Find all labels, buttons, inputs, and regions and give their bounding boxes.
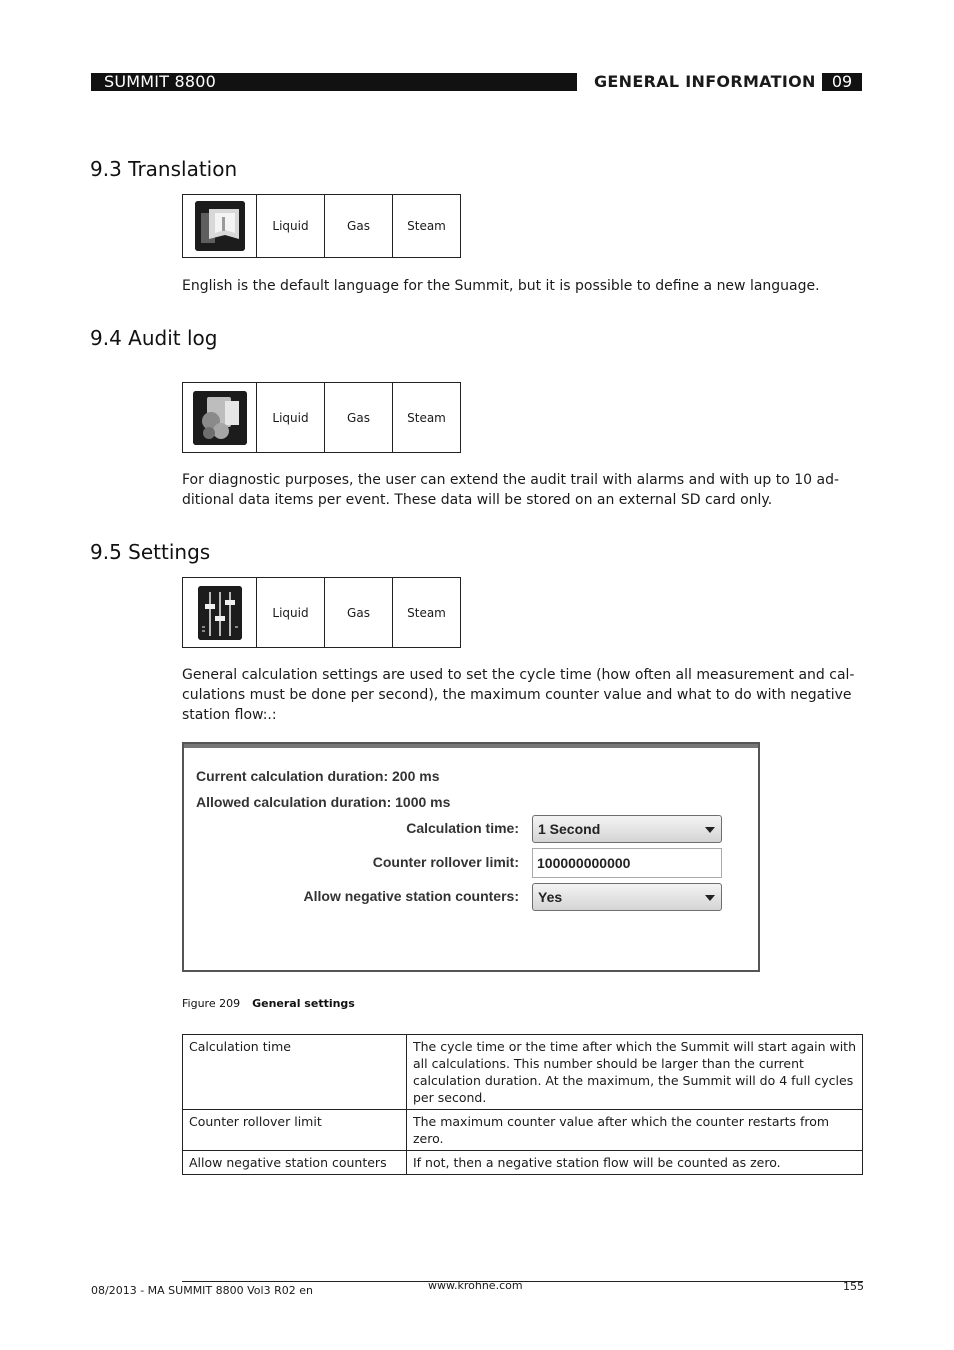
- table-value: The cycle time or the time after which the Summit will start again with all calculations. This number should be larger than the current calculation duration. At the maximum, the Summit will do 4 full cycles per second.: [407, 1035, 863, 1110]
- audit-log-description: For diagnostic purposes, the user can extend the audit trail with alarms and with up to 10 ad- ditional data items per event. These data will be stored on an external SD card only.: [182, 472, 840, 508]
- applicability-table-audit-log: [182, 382, 461, 453]
- column-gas: Gas: [325, 383, 393, 453]
- translation-icon: [195, 201, 245, 251]
- translation-description: English is the default language for the Summit, but it is possible to define a new language.: [182, 278, 820, 294]
- column-liquid: Liquid: [257, 383, 325, 453]
- column-gas: Gas: [325, 578, 393, 648]
- allow-negative-label: Allow negative station counters:: [303, 888, 519, 904]
- section-title: GENERAL INFORMATION: [594, 72, 816, 91]
- applicability-table-settings: [182, 577, 461, 648]
- calculation-time-label: Calculation time:: [406, 820, 519, 836]
- audit-log-icon: [193, 391, 247, 445]
- column-steam: Steam: [393, 578, 461, 648]
- product-title: SUMMIT 8800: [104, 72, 216, 91]
- column-liquid: Liquid: [257, 578, 325, 648]
- table-row: [183, 1151, 863, 1175]
- table-value: The maximum counter value after which the counter restarts from zero.: [407, 1110, 863, 1151]
- heading-settings: 9.5 Settings: [90, 540, 211, 564]
- figure-title: General settings: [252, 997, 355, 1010]
- allowed-duration-text: Allowed calculation duration: 1000 ms: [196, 794, 451, 810]
- applicability-table-translation: [182, 194, 461, 258]
- table-row: [183, 1110, 863, 1151]
- figure-caption: [182, 996, 355, 1012]
- dropdown-arrow-icon: [705, 895, 715, 901]
- footer-website: www.krohne.com: [428, 1279, 523, 1292]
- figure-top-border: [184, 744, 758, 748]
- table-key: Counter rollover limit: [183, 1110, 407, 1151]
- calculation-time-select[interactable]: 1 Second: [532, 815, 722, 843]
- counter-rollover-input[interactable]: 100000000000: [532, 848, 722, 878]
- dropdown-arrow-icon: [705, 827, 715, 833]
- column-gas: Gas: [325, 195, 393, 258]
- table-key: Allow negative station counters: [183, 1151, 407, 1175]
- current-duration-text: Current calculation duration: 200 ms: [196, 768, 440, 784]
- general-settings-screenshot: [182, 742, 760, 972]
- heading-translation: 9.3 Translation: [90, 157, 238, 181]
- settings-sliders-icon: [198, 586, 242, 640]
- column-steam: Steam: [393, 195, 461, 258]
- figure-number: Figure 209: [182, 997, 241, 1010]
- counter-rollover-label: Counter rollover limit:: [372, 854, 519, 870]
- table-value: If not, then a negative station flow will be counted as zero.: [407, 1151, 863, 1175]
- settings-description-table: [182, 1034, 863, 1175]
- settings-description: General calculation settings are used to set the cycle time (how often all measurement and cal- culations must be done per second), the maximum counter value and what to do with negative station flow:.:: [182, 667, 855, 723]
- table-row: [183, 1035, 863, 1110]
- page-number: 155: [843, 1280, 864, 1293]
- allow-negative-select[interactable]: Yes: [532, 883, 722, 911]
- chapter-number: 09: [831, 72, 853, 91]
- table-key: Calculation time: [183, 1035, 407, 1110]
- column-liquid: Liquid: [257, 195, 325, 258]
- column-steam: Steam: [393, 383, 461, 453]
- footer-document-id: 08/2013 - MA SUMMIT 8800 Vol3 R02 en: [91, 1284, 313, 1297]
- heading-audit-log: 9.4 Audit log: [90, 326, 218, 350]
